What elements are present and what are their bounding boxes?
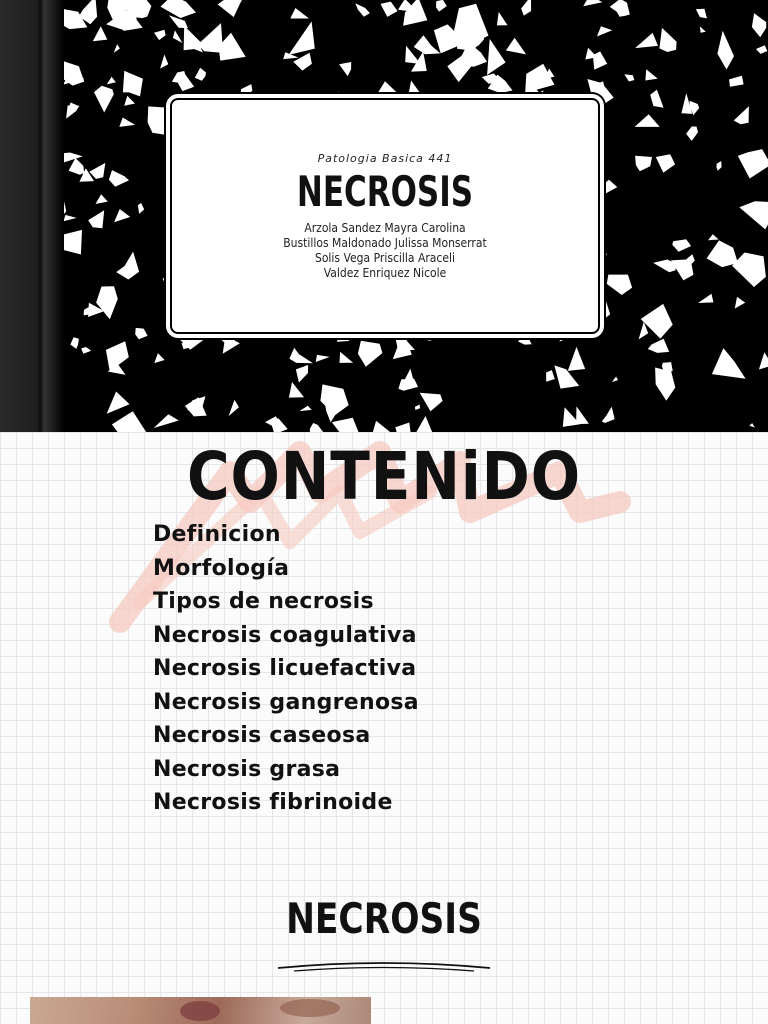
list-item: Necrosis fibrinoide	[153, 790, 393, 815]
necrosis-slide[interactable]	[0, 864, 768, 1024]
list-item: Definicion	[153, 522, 281, 547]
list-item: Tipos de necrosis	[153, 589, 374, 614]
course-name: Patologia Basica 441	[317, 152, 453, 165]
cover-slide[interactable]	[0, 0, 768, 432]
necrosis-photo	[30, 997, 371, 1024]
author-name: Solis Vega Priscilla Araceli	[314, 251, 456, 265]
author-name: Valdez Enriquez Nicole	[323, 266, 447, 280]
contents-list	[153, 520, 419, 822]
list-item: Morfología	[153, 555, 290, 581]
contents-slide[interactable]	[0, 432, 768, 864]
cover-label	[170, 98, 600, 334]
slide-heading: NECROSIS	[286, 894, 482, 943]
list-item: Necrosis licuefactiva	[153, 656, 417, 681]
author-name: Arzola Sandez Mayra Carolina	[304, 221, 466, 235]
author-name: Bustillos Maldonado Julissa Monserrat	[283, 236, 487, 250]
contents-heading: CONTENiDO	[187, 438, 581, 515]
heading-underline	[274, 960, 494, 974]
list-item: Necrosis grasa	[153, 756, 341, 782]
notebook-spine	[0, 0, 64, 432]
list-item: Necrosis caseosa	[153, 723, 371, 748]
list-item: Necrosis gangrenosa	[153, 689, 419, 715]
cover-title: NECROSIS	[296, 167, 474, 216]
author-list	[172, 221, 598, 281]
list-item: Necrosis coagulativa	[153, 622, 417, 648]
